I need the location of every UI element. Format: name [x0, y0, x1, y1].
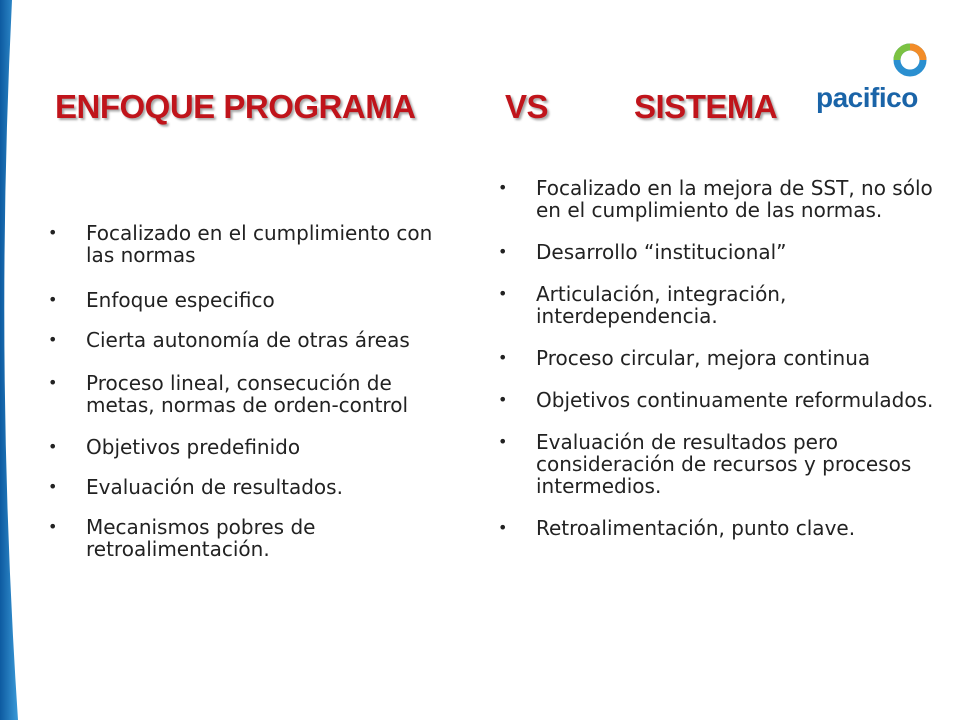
bullet-icon: • [498, 432, 508, 451]
pacifico-logo [812, 38, 932, 118]
list-item-text: Desarrollo “institucional” [536, 240, 787, 264]
list-item-text: Focalizado en la mejora de SST, no sólo en el cumplimiento de las normas. [536, 176, 933, 222]
logo-ring-icon [892, 42, 928, 78]
bullet-icon: • [498, 242, 508, 261]
bullet-icon: • [498, 284, 508, 303]
list-item-text: Objetivos continuamente reformulados. [536, 388, 934, 412]
title-left: ENFOQUE PROGRAMA [55, 88, 416, 125]
list-item-text: Proceso lineal, consecución de metas, normas de orden-control [86, 371, 409, 417]
list-item-text: Proceso circular, mejora continua [536, 346, 871, 370]
title-right: SISTEMA [634, 88, 778, 125]
list-item [48, 476, 448, 498]
bullet-icon: • [498, 178, 508, 197]
bullet-icon: • [48, 437, 58, 456]
bullet-icon: • [498, 348, 508, 367]
list-item-text: Articulación, integración, interdependencia. [536, 282, 787, 328]
list-item [498, 241, 948, 263]
list-item [48, 329, 448, 351]
bullet-icon: • [48, 477, 58, 496]
bullet-icon: • [498, 390, 508, 409]
list-item [48, 372, 448, 416]
list-item-text: Mecanismos pobres de retroalimentación. [86, 515, 316, 561]
title-vs: VS [505, 88, 549, 125]
sistema-list [498, 177, 948, 539]
list-item-text: Objetivos predefinido [86, 435, 301, 459]
list-item [498, 347, 948, 369]
list-item [498, 177, 948, 221]
bullet-icon: • [498, 518, 508, 537]
programa-list [48, 222, 448, 560]
list-item [48, 516, 448, 560]
list-item-text: Focalizado en el cumplimiento con las normas [86, 221, 433, 267]
list-item [498, 517, 948, 539]
list-item-text: Evaluación de resultados. [86, 475, 343, 499]
bullet-icon: • [48, 373, 58, 392]
bullet-icon: • [48, 330, 58, 349]
bullet-icon: • [48, 223, 58, 242]
bullet-icon: • [48, 517, 58, 536]
list-item [498, 283, 948, 327]
list-item [498, 389, 948, 411]
bullet-icon: • [48, 290, 58, 309]
list-item [48, 222, 448, 266]
list-item-text: Cierta autonomía de otras áreas [86, 328, 410, 352]
list-item-text: Evaluación de resultados pero consideración de recursos y procesos intermedios. [536, 430, 912, 498]
list-item-text: Enfoque especifico [86, 288, 275, 312]
list-item [498, 431, 948, 497]
list-item [48, 436, 448, 458]
logo-text: pacifico [816, 82, 918, 113]
list-item [48, 289, 448, 311]
list-item-text: Retroalimentación, punto clave. [536, 516, 856, 540]
